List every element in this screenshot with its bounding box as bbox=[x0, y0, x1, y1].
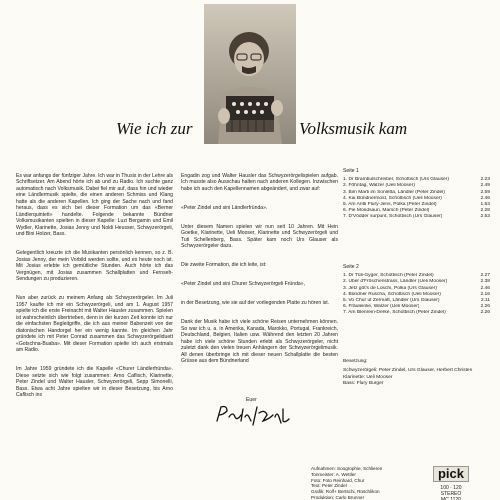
track-time: 2.27 bbox=[480, 273, 490, 279]
track-title: 2. Über d'Fröschenstrass, Ländler (Ueli Mooser) bbox=[343, 279, 448, 285]
paragraph: Die zweite Formation, die ich leite, ist: bbox=[181, 262, 267, 268]
track-title: 1. Dr Tüli-Gyger, Schottisch (Peter Zindel) bbox=[343, 273, 434, 279]
headline-right: Volksmusik kam bbox=[299, 119, 408, 138]
record-label-logo: pick bbox=[433, 466, 469, 482]
liner-notes-column-2 bbox=[181, 166, 338, 377]
catalog-line: MC 1120 bbox=[441, 496, 461, 500]
catalog-line: 100 · 120 bbox=[440, 485, 462, 491]
track-title: 2. Föhntag, Walzer (Ueli Mooser) bbox=[343, 183, 415, 189]
paragraph: «Peter Zindel und sini Ländlerfründa». bbox=[181, 204, 268, 211]
track-time: 1.53 bbox=[480, 202, 490, 208]
track-time: 2.28 bbox=[480, 208, 490, 214]
track-time: 2.46 bbox=[480, 195, 490, 201]
tracklist-side-1 bbox=[343, 168, 490, 221]
production-line: Produktion: Carlo Brunner bbox=[311, 494, 365, 500]
paragraph: Im Jahre 1959 gründete ich die Kapelle «Churer Ländlerfründa». Diese setzte sich wie folgt zusammen: Arno Caflisch, Klarinette, Peter Zindel und Walter Hausler, Schwyzerörgeli, Sepp Simonelli, Bass. Etwa acht Jahre spielten wir in dieser Besetzung, bis Arno Caflisch ins bbox=[16, 366, 173, 398]
track-time: 2.11 bbox=[480, 298, 490, 304]
track-title: 1. Dr Brambulschreiber, Schottisch (Urs Glauser) bbox=[343, 177, 449, 183]
lineup-credits bbox=[343, 359, 493, 387]
production-line: Text: Peter Zindel bbox=[311, 483, 347, 489]
credit-line: Schwyzerörgeli: Peter Zindel, Urs Glauser, Herbert Christen bbox=[343, 368, 473, 374]
paragraph: Engadin zog und Walter Hausler das Schwyzerörgelispielen aufgab. Ich musste also Ausschau halten nach anderen Kollegen. Inzwischen habe ich auch den Kapellennamen abgeändert, und zwar auf: bbox=[181, 172, 338, 192]
track-title: 3. Bim Marti im Sonletta, Ländler (Peter Zindel) bbox=[343, 189, 445, 195]
track-title: 4. Kai Bündnermost, Schottisch (Ueli Mooser) bbox=[343, 195, 442, 201]
paragraph: Gelegentlich kreuzte ich die Musikanten persönlich kennen, so z. B. Josias Jenny, der mein Vorbild werden sollte, und es heute noch ist. Mit Josias erlebte ich gemütliche Stunden. Auch hörte ich das Vergnügen, mit Josias zusammen Schallplatten und Fernseh-Sendungen zu produzieren. bbox=[16, 250, 173, 282]
paragraph: «Peter Zindel und sini Churer Schwyzerörgeli Fründa», bbox=[181, 281, 306, 287]
track-time: 2.49 bbox=[480, 183, 490, 189]
production-line: Aufnahmen: Soogrophie, Schlieren bbox=[311, 466, 383, 471]
production-line: Tonmeister: A. Wettler bbox=[311, 471, 356, 477]
accordion-player-photo bbox=[204, 4, 296, 144]
track-title: 7. D'Vödder surpunt, Schottisch (Urs Glauser) bbox=[343, 214, 443, 220]
track-time: 2.26 bbox=[480, 304, 490, 310]
catalog-line: STEREO bbox=[440, 490, 462, 497]
track-title: 5. Vo Chur uf Zermatt, Ländler (Urs Glauser) bbox=[343, 298, 440, 304]
track-title: 6. Pie Mondsaun, Marsch (Peter Zindel) bbox=[343, 208, 430, 214]
track-row bbox=[343, 214, 490, 220]
production-line: Foto: Foto Reinhard, Chur bbox=[311, 477, 365, 483]
handwritten-signature bbox=[213, 403, 293, 429]
track-time: 2.59 bbox=[480, 189, 490, 195]
side-title: Seite 1 bbox=[343, 168, 359, 174]
production-line: Grafik: Rolf+ Bertschi, Rüschlikon bbox=[311, 489, 380, 495]
track-time: 2.23 bbox=[480, 177, 490, 183]
production-credits bbox=[311, 466, 411, 500]
side-title: Seite 2 bbox=[343, 264, 359, 270]
paragraph: Dank der Musik habe ich viele schöne Reisen unternehmen können. So war ich u. a. in Amerika, Kanada, Marokko, Portugal, Frankreich, Deutschland, Belgien, Italien usw. Während den letzten 20 Jahren habe ich viele schöne Stunden erlebt als Schwyzerörgeler, nicht zuletzt dank den vielen treuen Anhängern der Schwyzerörgelimusik. All denen überbringe ich mit dieser neuen Schallplatte die besten Grüsse aus dem Bündnerland bbox=[181, 319, 338, 364]
paragraph: in der Besetzung, wie sie auf der vorliegenden Platte zu hören ist. bbox=[181, 300, 330, 306]
track-time: 2.53 bbox=[480, 214, 490, 220]
credits-label: Besetzung: bbox=[343, 359, 368, 364]
track-title: 5. Am Antti Flury-Jens, Polka (Peter Zindel) bbox=[343, 202, 437, 208]
tracklist-side-2 bbox=[343, 264, 490, 317]
track-time: 2.46 bbox=[480, 285, 490, 291]
track-title: 7. Am Blenrein-Derke, Schottisch (Peter Zindel) bbox=[343, 310, 446, 316]
track-title: 6. Fräuleinlie, Walzer (Ueli Mooser) bbox=[343, 304, 420, 310]
paragraph: Nun aber zurück zu meinem Anfang als Schwyzerörgeler. Im Juli 1957 kaufte ich mir ein Schwyzerörgeli, und am 1. August 1957 spielte ich die erste Freinacht mit Walter Hausler zusammen. Spielen ist wahrscheinlich übertrieben, denn in der kurzen Zeit konnte ich nur die einfachsten Begleitgriffe, die ich aus meiner Babenzeit von der diatonischen Handorgel her ein wenig kannte. Im gleichen Jahr gründete ich mit Peter Conrad zusammen das Schwyzerörgeliduett «Gotschna-Buaba». Mit dieser Formation spielte ich auch erstmals am Radio. bbox=[16, 295, 173, 353]
track-time: 2.16 bbox=[480, 291, 490, 297]
track-row bbox=[343, 310, 490, 316]
track-title: 3. Jetz göt's de Loschi, Polka (Urs Glauser) bbox=[343, 285, 437, 291]
liner-notes-column-1 bbox=[16, 166, 173, 411]
paragraph: Unter diesem Namen spielen wir nun seit 10 Jahren. Mit Hein Goetke, Klarinette, Ueli Mooser, Klarinette und Schwyzerörgeli und Tuti Schellenberg, Bass. Später kam noch Urs Glauser als Schwyzerörgeler dazu. bbox=[181, 223, 338, 249]
cover-photo bbox=[204, 4, 296, 144]
signature-label: Euer bbox=[246, 397, 257, 403]
track-time: 2.38 bbox=[480, 279, 490, 285]
track-time: 2.26 bbox=[480, 310, 490, 316]
credit-line: Bass: Flury Burger bbox=[343, 380, 384, 386]
catalog-number bbox=[425, 486, 477, 500]
credit-line: Klarinette: Ueli Mooser bbox=[343, 374, 393, 380]
paragraph: Es war anfangs der fünfziger Jahre. Ich war in Thusis in der Lehre als Schriftsetzer. Am Abend hörte ich ab und zu Radio. Ich suchte ganz automatisch nach Volksmusik. Dabei fiel mir auf, dass hin und wieder eine Ländlermusik spielte, die einen anderen Schmiss und Klang hatte als die anderen Kapellen. Ich ging der Sache nach und fand heraus, dass es sich bei dieser Formation um das «Berner Ländlerquintett» handelte. Folgende bekannte Bündner Volksmusikanten spielten in dieser Kapelle: Luzi Bergamin und Emil Wydler, Klarinette, Josias Jenny und Noldi Heusser, Schwyzerörgeli, und Bini Holzer, Bass. bbox=[16, 172, 173, 237]
track-title: 4. Bündner Ruscha, Schottisch (Ueli Mooser) bbox=[343, 291, 441, 297]
headline-left: Wie ich zur bbox=[116, 119, 193, 138]
